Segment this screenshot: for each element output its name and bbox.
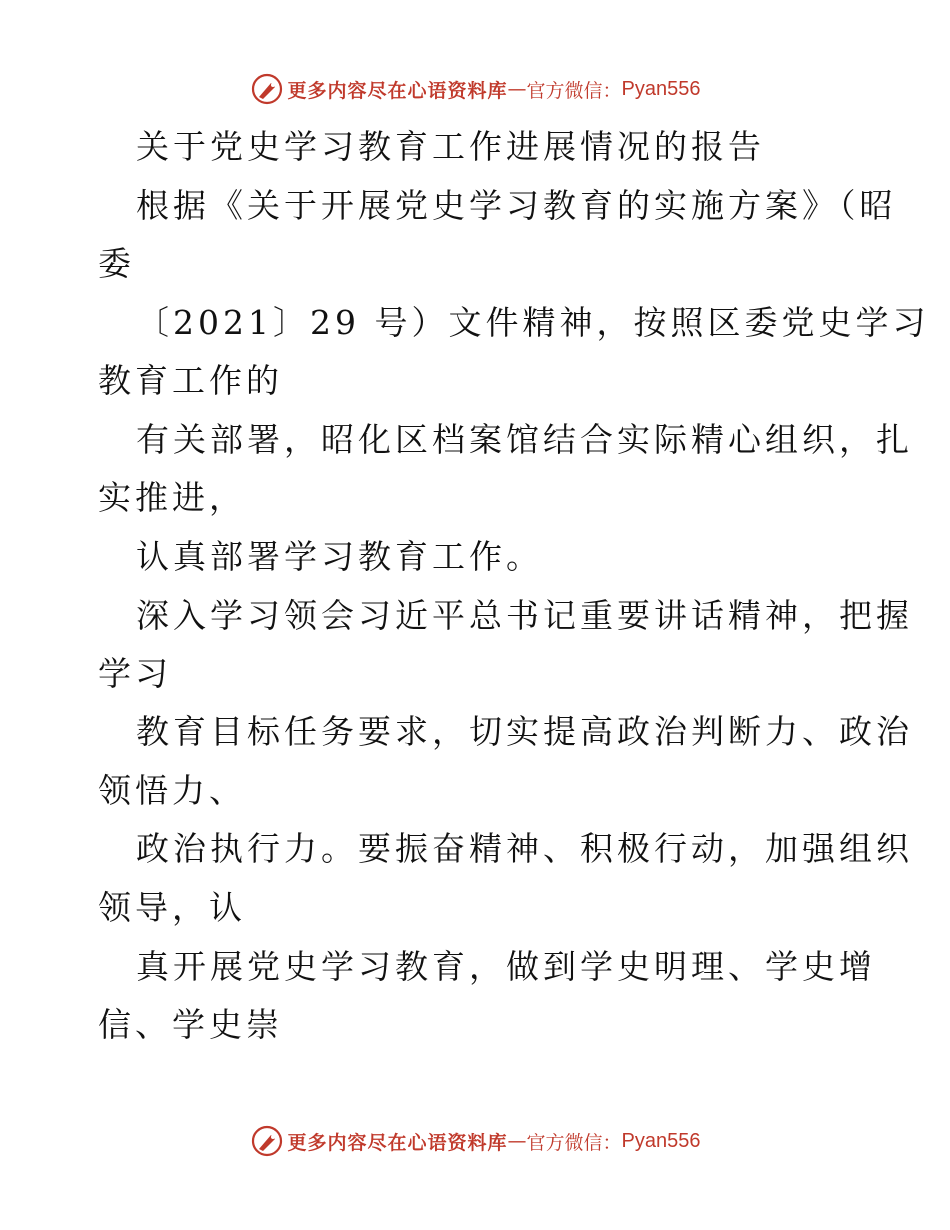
paragraph-line: 委 [98,244,135,283]
watermark-main-text: 更多内容尽在心语资料库 [287,1131,508,1154]
watermark-main-text: 更多内容尽在心语资料库 [287,79,508,102]
paragraph-line: 教育工作的 [98,361,283,400]
paragraph-line: 根据《关于开展党史学习教育的实施方案》（昭 [136,186,897,225]
watermark-wechat-label: 官方微信： [526,79,622,102]
watermark-banner-bottom [0,1124,950,1158]
watermark-separator: — [507,78,527,100]
paragraph-line: 政治执行力。要振奋精神、积极行动，加强组织 [136,829,913,868]
paragraph-line: 真开展党史学习教育，做到学史明理、学史增 [136,947,876,986]
paragraph-line: 有关部署，昭化区档案馆结合实际精心组织，扎 [136,420,913,459]
paragraph-line: 〔2021〕29 号）文件精神，按照区委党史学习 [136,303,930,342]
paragraph-line: 领导，认 [98,888,246,927]
watermark-wechat-id: Pyan556 [621,1129,701,1152]
document-title: 关于党史学习教育工作进展情况的报告 [136,127,765,166]
watermark-separator: — [507,1130,527,1152]
pen-nib-logo-icon [250,1124,284,1158]
paragraph-line: 实推进， [98,478,246,517]
watermark-wechat-label: 官方微信： [526,1131,622,1154]
paragraph-line: 深入学习领会习近平总书记重要讲话精神，把握 [136,596,913,635]
paragraph-line: 学习 [98,654,172,693]
watermark-wechat-id: Pyan556 [621,77,701,100]
paragraph-line: 教育目标任务要求，切实提高政治判断力、政治 [136,712,913,751]
paragraph-line: 信、学史崇 [98,1005,283,1044]
paragraph-line: 领悟力、 [98,771,246,810]
paragraph-line: 认真部署学习教育工作。 [136,537,543,576]
